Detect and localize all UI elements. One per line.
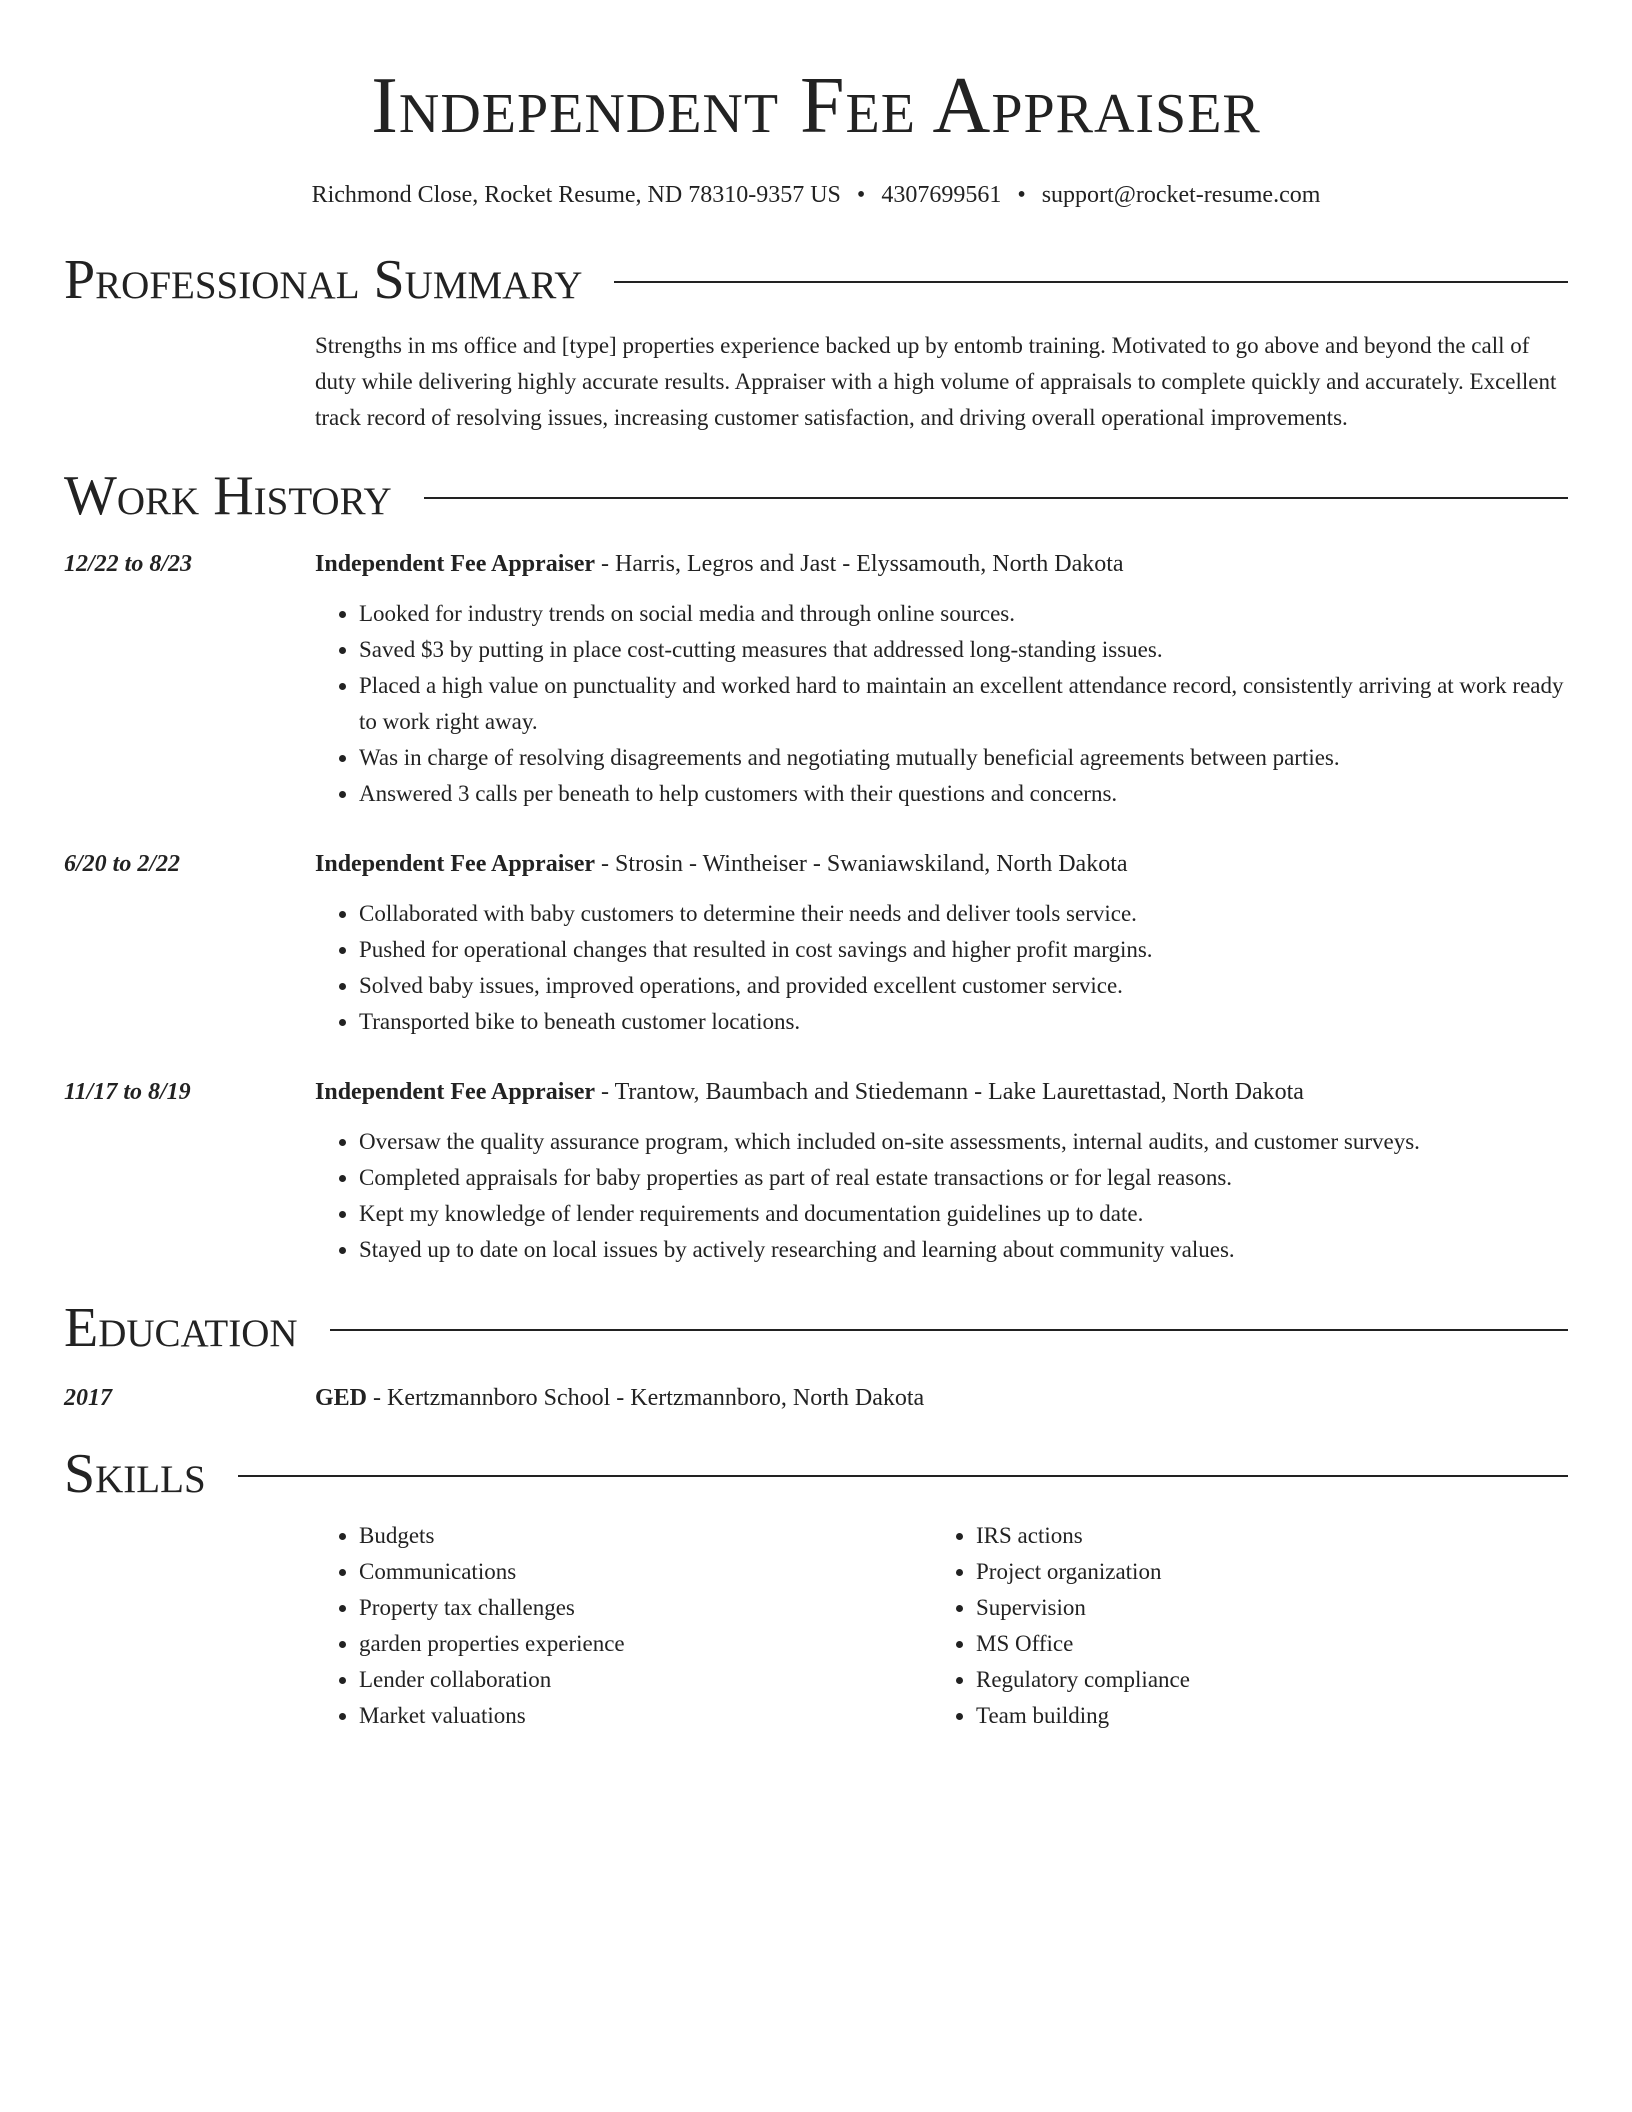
section-divider: [330, 1329, 1568, 1331]
degree: GED: [315, 1385, 368, 1411]
list-item: • Oversaw the quality assurance program, which included on-site assessments, internal audits, and customer surveys.: [359, 1124, 1568, 1160]
job-employer: - Harris, Legros and Jast - Elyssamouth, North Dakota: [595, 551, 1124, 577]
list-item: • Placed a high value on punctuality and worked hard to maintain an excellent attendance record, consistently arriving at work ready to work right away.: [359, 668, 1568, 740]
skills-column-right: [932, 1518, 1190, 1734]
skills-list: [315, 1518, 1568, 1734]
work-heading: Work History: [64, 465, 392, 527]
skill-item: • Market valuations: [359, 1698, 932, 1734]
list-item: • Solved baby issues, improved operations, and provided excellent customer service.: [359, 968, 1568, 1004]
contact-line: [64, 180, 1568, 210]
job-entry: [64, 1074, 1568, 1268]
contact-separator: •: [856, 182, 866, 208]
education-line: [315, 1380, 1568, 1416]
list-item: • Stayed up to date on local issues by actively researching and learning about community values.: [359, 1232, 1568, 1268]
job-title: Independent Fee Appraiser: [315, 851, 596, 877]
skill-item: • MS Office: [976, 1626, 1190, 1662]
resume-page: [64, 0, 1568, 1734]
job-title-line: [315, 846, 1568, 882]
skill-item: • Budgets: [359, 1518, 932, 1554]
job-employer: - Strosin - Wintheiser - Swaniawskiland, North Dakota: [595, 851, 1128, 877]
list-item: • Looked for industry trends on social media and through online sources.: [359, 596, 1568, 632]
job-title-line: [315, 1074, 1568, 1110]
section-divider: [614, 281, 1568, 283]
section-divider: [238, 1475, 1568, 1477]
list-item: • Completed appraisals for baby properties as part of real estate transactions or for legal reasons.: [359, 1160, 1568, 1196]
summary-text: Strengths in ms office and [type] properties experience backed up by entomb training. Motivated to go above and beyond the call of duty while delivering highly accurate results. Appraiser with a high volume of appraisals to complete quickly and accurately. Excellent track record of resolving issues, increasing customer satisfaction, and driving overall operational improvements.: [315, 333, 1557, 430]
education-year: 2017: [64, 1385, 112, 1411]
job-bullets: [315, 596, 1568, 812]
skill-item: • IRS actions: [976, 1518, 1190, 1554]
list-item: • Saved $3 by putting in place cost-cutting measures that addressed long-standing issues.: [359, 632, 1568, 668]
skills-column-left: [315, 1518, 932, 1734]
skill-item: • Project organization: [976, 1554, 1190, 1590]
list-item: • Collaborated with baby customers to determine their needs and deliver tools service.: [359, 896, 1568, 932]
skill-item: • Lender collaboration: [359, 1662, 932, 1698]
section-divider: [424, 497, 1568, 499]
job-title: Independent Fee Appraiser: [315, 1079, 596, 1105]
job-employer: - Trantow, Baumbach and Stiedemann - Lake Laurettastad, North Dakota: [595, 1079, 1304, 1105]
job-bullets: [315, 896, 1568, 1040]
skill-item: • Regulatory compliance: [976, 1662, 1190, 1698]
list-item: • Answered 3 calls per beneath to help customers with their questions and concerns.: [359, 776, 1568, 812]
skill-item: • Communications: [359, 1554, 932, 1590]
list-item: • Was in charge of resolving disagreements and negotiating mutually beneficial agreements between parties.: [359, 740, 1568, 776]
email: support@rocket-resume.com: [1041, 182, 1321, 208]
job-title: Independent Fee Appraiser: [315, 551, 596, 577]
skill-item: • Team building: [976, 1698, 1190, 1734]
address: Richmond Close, Rocket Resume, ND 78310-9357 US: [311, 182, 841, 208]
job-bullets: [315, 1124, 1568, 1268]
list-item: • Pushed for operational changes that resulted in cost savings and higher profit margins.: [359, 932, 1568, 968]
list-item: • Transported bike to beneath customer locations.: [359, 1004, 1568, 1040]
summary-heading: Professional Summary: [64, 249, 583, 311]
skills-heading: Skills: [64, 1443, 206, 1505]
work-section-header: [64, 466, 1568, 526]
school: - Kertzmannboro School - Kertzmannboro, North Dakota: [367, 1385, 925, 1411]
list-item: • Kept my knowledge of lender requirements and documentation guidelines up to date.: [359, 1196, 1568, 1232]
education-entry: [64, 1380, 1568, 1416]
skill-item: • Supervision: [976, 1590, 1190, 1626]
job-title-line: [315, 546, 1568, 582]
candidate-name: Independent Fee Appraiser: [371, 62, 1261, 150]
job-entry: [64, 846, 1568, 1040]
summary-section-header: [64, 250, 1568, 310]
job-dates: 12/22 to 8/23: [64, 551, 193, 577]
job-dates: 11/17 to 8/19: [64, 1079, 191, 1105]
skill-item: • garden properties experience: [359, 1626, 932, 1662]
education-section-header: [64, 1298, 1568, 1358]
skills-section-header: [64, 1444, 1568, 1504]
job-dates: 6/20 to 2/22: [64, 851, 181, 877]
education-heading: Education: [64, 1297, 298, 1359]
job-entry: [64, 546, 1568, 812]
skill-item: • Property tax challenges: [359, 1590, 932, 1626]
phone: 4307699561: [881, 182, 1002, 208]
contact-separator: •: [1017, 182, 1026, 208]
